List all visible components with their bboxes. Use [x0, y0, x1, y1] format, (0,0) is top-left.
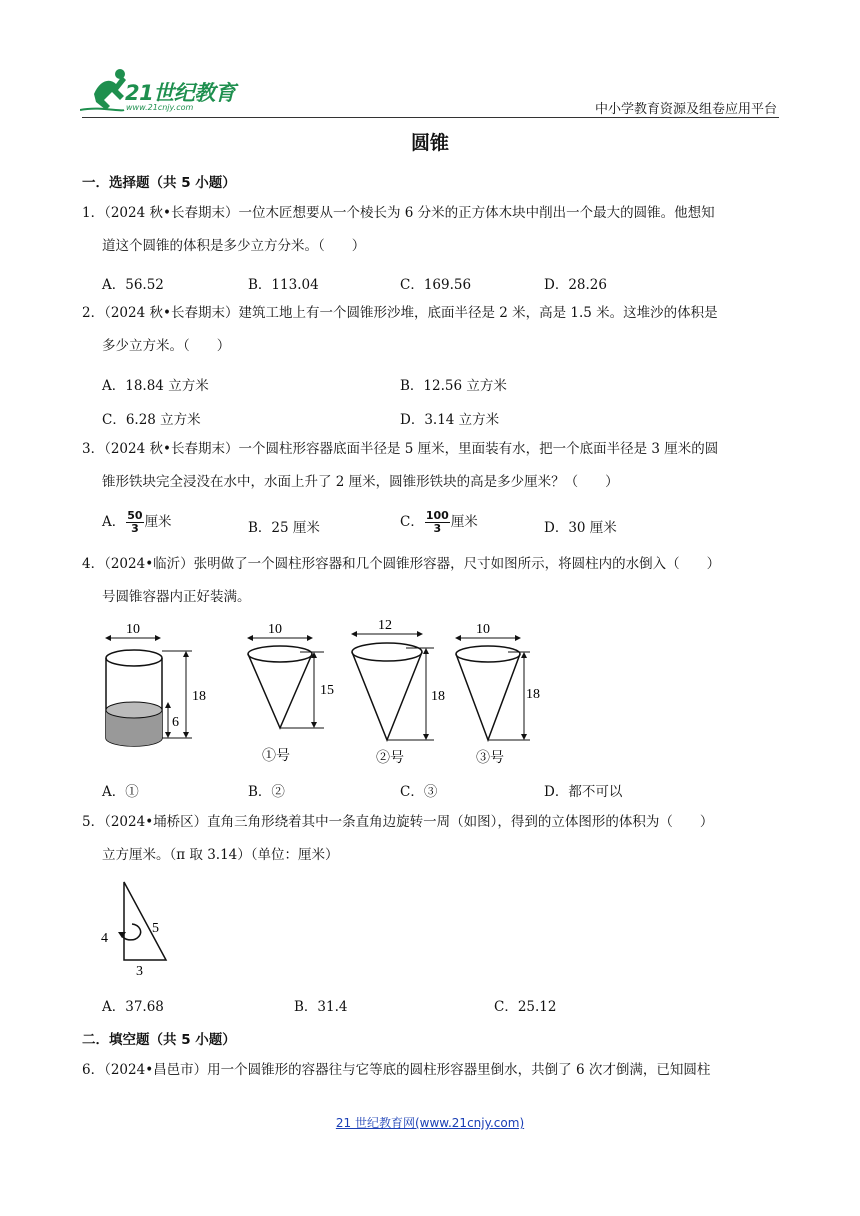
- option-b[interactable]: B．12.56 立方米: [400, 378, 507, 394]
- platform-label: 中小学教育资源及组卷应用平台: [594, 102, 777, 117]
- option-a[interactable]: [102, 510, 172, 535]
- cone-3-top-label: 10: [476, 622, 490, 637]
- water-height-label: 6: [172, 715, 179, 730]
- question-stem: 号圆锥容器内正好装满。: [102, 589, 251, 605]
- option-b[interactable]: B．②: [248, 784, 285, 800]
- fraction-denominator: 3: [131, 522, 139, 535]
- option-b[interactable]: B．31.4: [294, 999, 348, 1015]
- option-unit: 厘米: [144, 514, 172, 530]
- question-stem: 3．（2024 秋•长春期末）一个圆柱形容器底面半径是 5 厘米，里面装有水，把一个底面半径是 3 厘米的圆: [82, 441, 719, 457]
- cone-1-height-label: 15: [320, 683, 334, 698]
- question-1: [82, 197, 782, 263]
- cylinder-height-label: 18: [192, 689, 206, 704]
- logo-url: www.21cnjy.com: [126, 103, 194, 112]
- option-c[interactable]: C．25.12: [494, 999, 557, 1015]
- triangle-figure: [96, 876, 186, 978]
- question-stem: 2．（2024 秋•长春期末）建筑工地上有一个圆锥形沙堆，底面半径是 2 米，高是 1.5 米。这堆沙的体积是: [82, 305, 718, 321]
- option-c[interactable]: [400, 510, 478, 535]
- question-2: [82, 297, 782, 363]
- option-d[interactable]: D．都不可以: [544, 784, 623, 800]
- question-5: [82, 806, 782, 872]
- option-b[interactable]: B．113.04: [248, 277, 319, 293]
- cone-1-label: ①号: [262, 749, 290, 764]
- option-a[interactable]: A．18.84 立方米: [102, 378, 209, 394]
- header-divider: [82, 117, 779, 118]
- question-stem: 4．（2024•临沂）张明做了一个圆柱形容器和几个圆锥形容器，尺寸如图所示，将圆柱内的水倒入（ ）: [82, 556, 721, 572]
- fraction-denominator: 3: [433, 522, 442, 535]
- cone-3: [456, 622, 540, 766]
- question-stem: 1．（2024 秋•长春期末）一位木匠想要从一个棱长为 6 分米的正方体木块中削出一个最大的圆锥。他想知: [82, 205, 715, 221]
- option-prefix: C．: [400, 514, 424, 530]
- option-unit: 厘米: [450, 514, 478, 530]
- option-a[interactable]: A．①: [102, 784, 139, 800]
- option-c[interactable]: C．6.28 立方米: [102, 412, 201, 428]
- footer-link[interactable]: 21 世纪教育网(www.21cnjy.com): [335, 1116, 525, 1130]
- fraction-numerator: 100: [425, 509, 449, 522]
- option-c[interactable]: C．③: [400, 784, 438, 800]
- cone-3-height-label: 18: [526, 687, 540, 702]
- cone-2-top-label: 12: [378, 618, 392, 633]
- option-b[interactable]: B．25 厘米: [248, 520, 320, 536]
- triangle-bottom-label: 3: [136, 964, 143, 978]
- question-6: [82, 1054, 782, 1087]
- rotation-arrow-icon: [122, 924, 141, 940]
- cylinder-cones-figure: [100, 618, 540, 770]
- question-4: [82, 548, 782, 614]
- option-c[interactable]: C．169.56: [400, 277, 472, 293]
- section-heading-choice: 一．选择题（共 5 小题）: [82, 175, 236, 191]
- question-stem: 5．（2024•埇桥区）直角三角形绕着其中一条直角边旋转一周（如图），得到的立体图形的体积为（ ）: [82, 814, 714, 830]
- option-prefix: A．: [102, 514, 126, 530]
- cone-2-height-label: 18: [431, 689, 445, 704]
- question-stem: 道这个圆锥的体积是多少立方分米。（ ）: [102, 238, 366, 254]
- cone-2-label: ②号: [376, 751, 404, 766]
- cone-2: [352, 618, 445, 766]
- option-d[interactable]: D．28.26: [544, 277, 607, 293]
- fraction: [126, 510, 143, 535]
- question-stem: 锥形铁块完全浸没在水中，水面上升了 2 厘米，圆锥形铁块的高是多少厘米？（ ）: [102, 474, 619, 490]
- triangle-hyp-label: 5: [152, 921, 159, 936]
- section-heading-fill: 二．填空题（共 5 小题）: [82, 1032, 236, 1048]
- question-stem: 立方厘米。（π 取 3.14）（单位：厘米）: [102, 847, 339, 863]
- cone-1: [248, 622, 334, 764]
- question-3: [82, 433, 782, 499]
- option-d[interactable]: D．30 厘米: [544, 520, 617, 536]
- question-stem: 6．（2024•昌邑市）用一个圆锥形的容器往与它等底的圆柱形容器里倒水，共倒了 6 次才倒满，已知圆柱: [82, 1062, 711, 1078]
- question-stem: 多少立方米。（ ）: [102, 338, 231, 354]
- logo-text: 21世纪教育: [125, 81, 236, 105]
- cone-3-label: ③号: [476, 751, 504, 766]
- page-title: 圆锥: [410, 132, 449, 154]
- cone-1-top-label: 10: [268, 622, 282, 637]
- fraction-numerator: 50: [127, 509, 143, 522]
- option-d[interactable]: D．3.14 立方米: [400, 412, 500, 428]
- option-a[interactable]: A．37.68: [102, 999, 164, 1015]
- triangle-left-label: 4: [101, 931, 108, 946]
- cylinder-shape: [106, 622, 206, 746]
- fraction: [425, 510, 450, 535]
- cylinder-diameter-label: 10: [126, 622, 140, 637]
- option-a[interactable]: A．56.52: [102, 277, 164, 293]
